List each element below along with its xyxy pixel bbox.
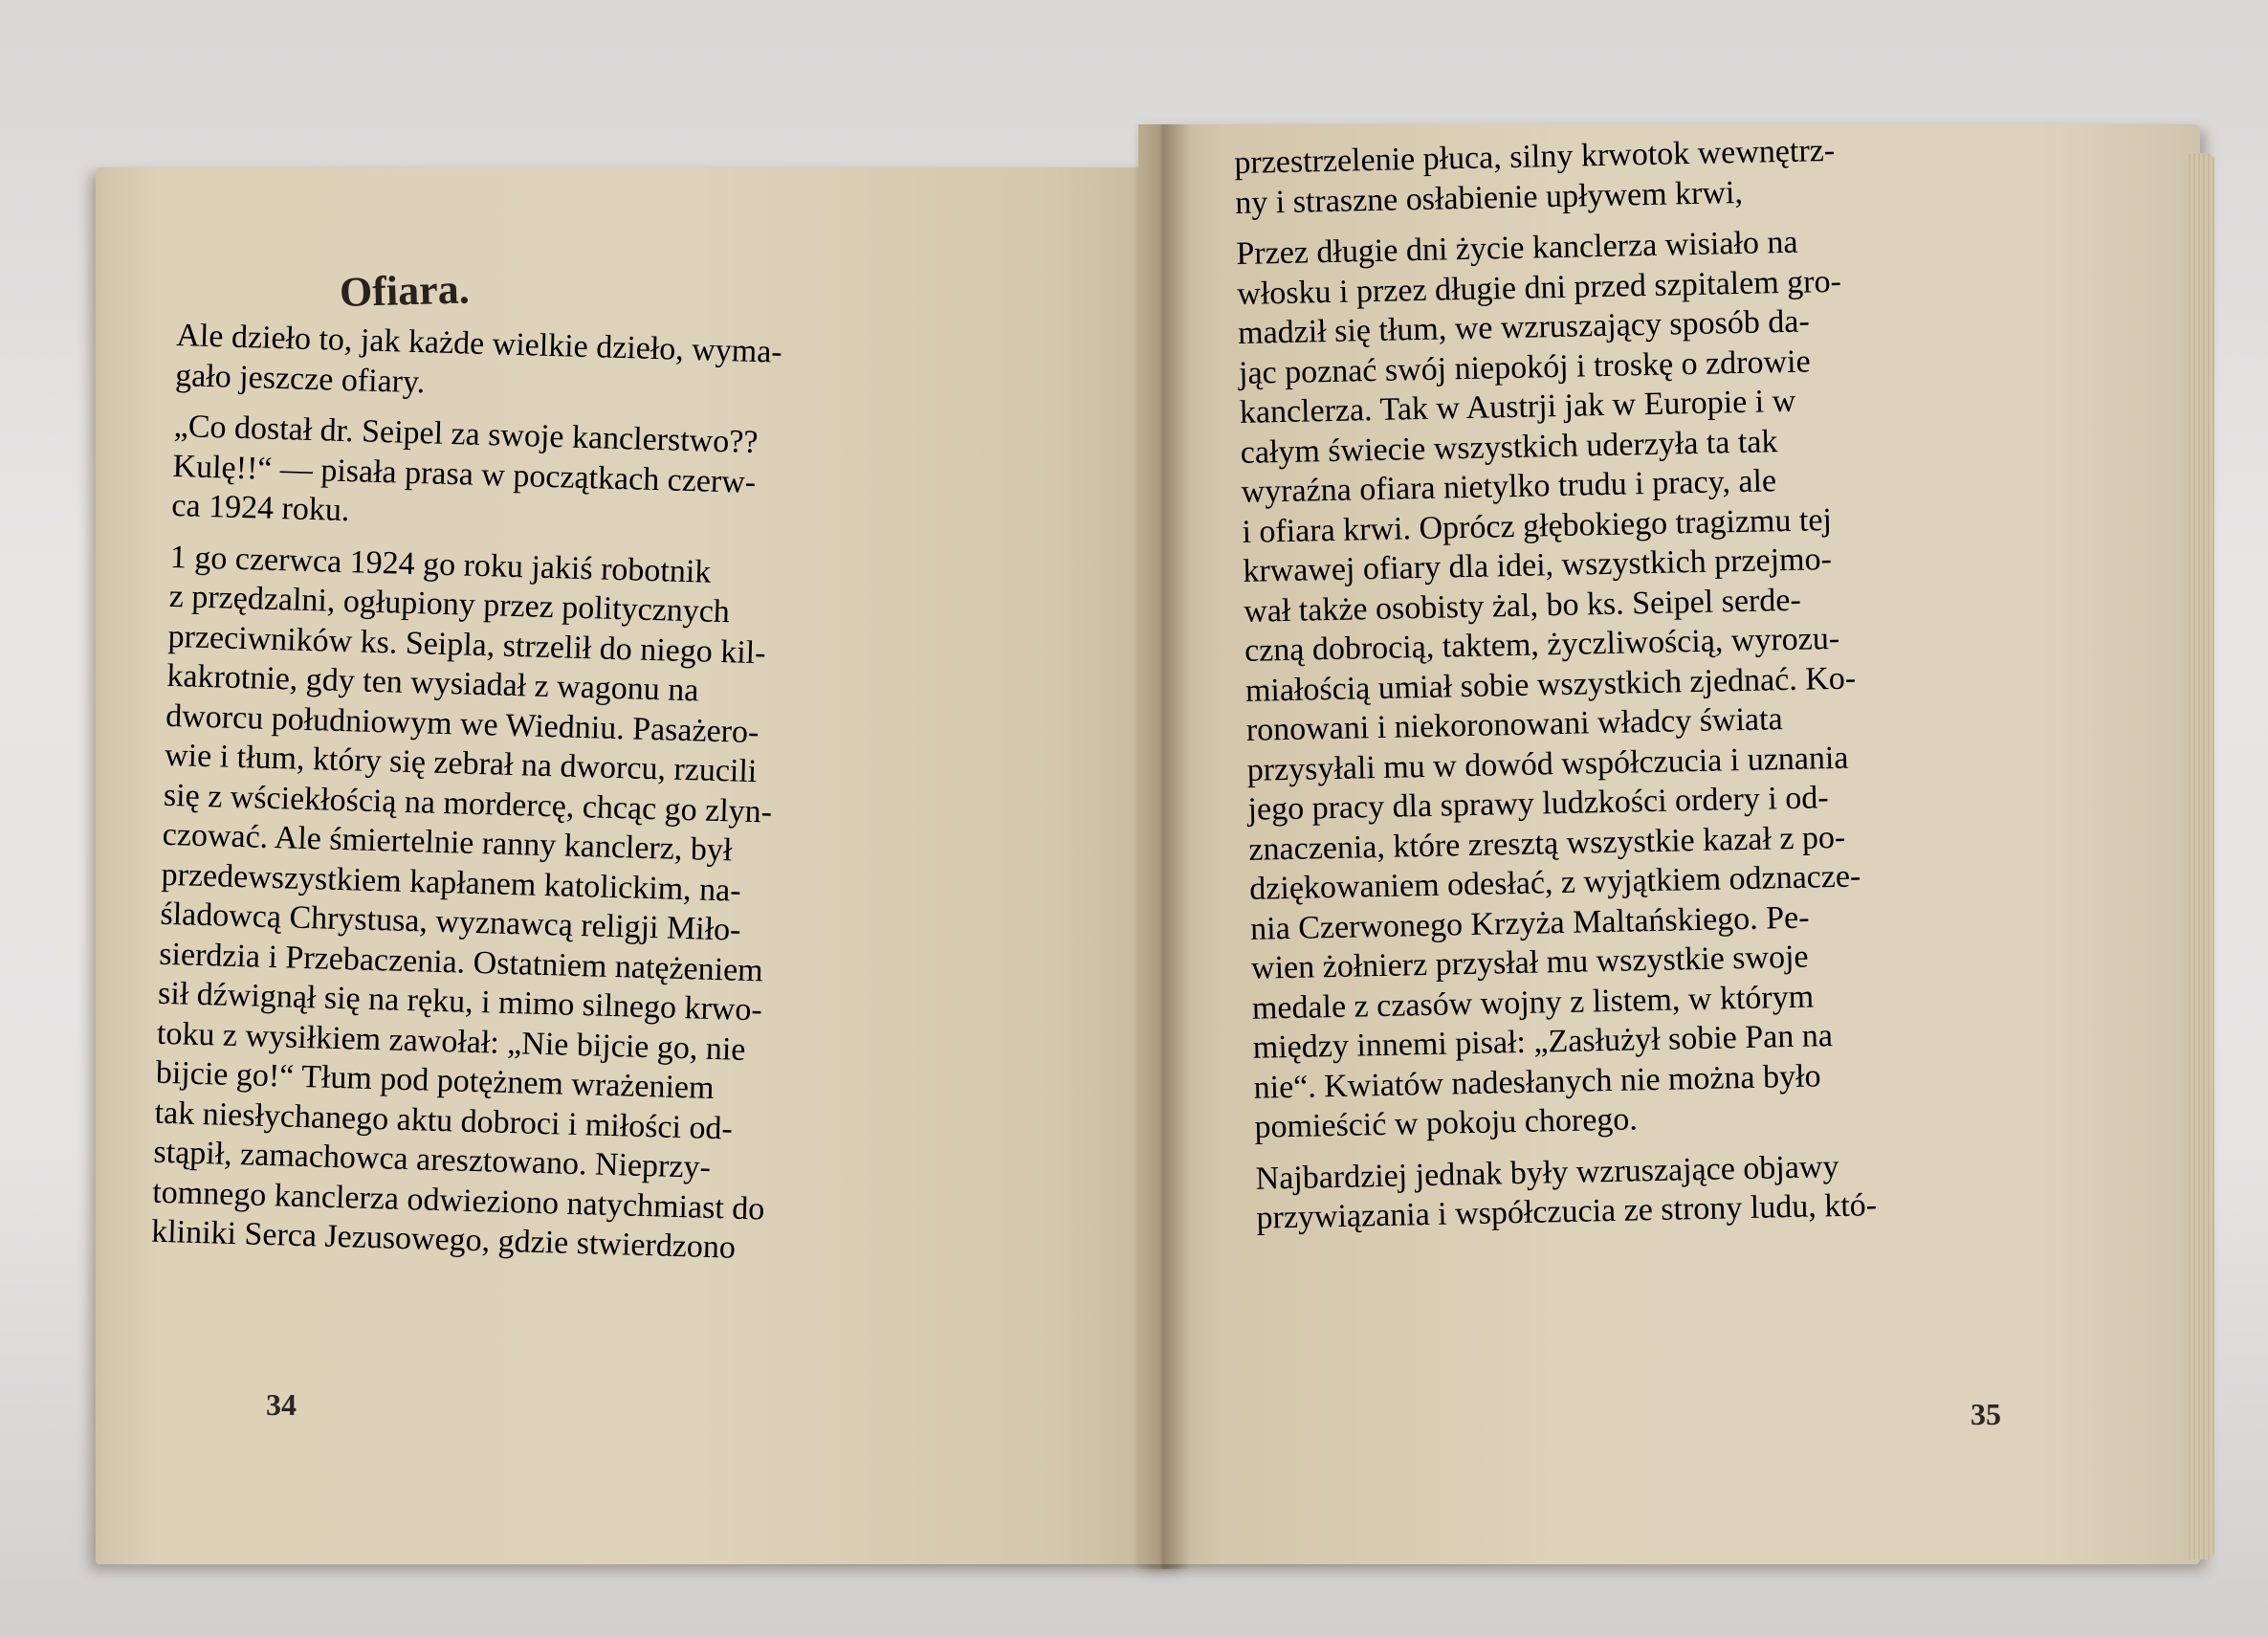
- text-line: nia Czerwonego Krzyża Maltańskiego. Pe-: [1249, 899, 1810, 947]
- text-line: miałością umiał sobie wszystkich zjednać. Ko-: [1244, 660, 1857, 709]
- text-line: sił dźwignął się na ręku, i mimo silnego krwo-: [157, 975, 763, 1029]
- text-line: toku z wysiłkiem zawołał: „Nie bijcie go, nie: [156, 1015, 746, 1068]
- chapter-heading: Ofiara.: [339, 265, 471, 316]
- text-line: wien żołnierz przysłał mu wszystkie swoje: [1250, 939, 1809, 986]
- text-line: stąpił, zamachowca aresztowano. Nieprzy-: [153, 1134, 712, 1185]
- text-line: całym świecie wszystkich uderzyła ta tak: [1240, 423, 1778, 471]
- text-line: z przędzalni, ogłupiony przez politycznych: [168, 578, 731, 630]
- text-line: przeciwników ks. Seipla, strzelił do niego kil-: [167, 618, 767, 671]
- text-line: czować. Ale śmiertelnie ranny kanclerz, był: [162, 816, 733, 869]
- text-line: krwawej ofiary dla idei, wszystkich przejmo-: [1242, 542, 1833, 589]
- text-line: tomnego kanclerza odwieziono natychmiast do: [151, 1174, 765, 1228]
- text-line: Kulę!!“ — pisała prasa w początkach czerw-: [172, 448, 757, 500]
- text-line: kliniki Serca Jezusowego, gdzie stwierdzono: [150, 1213, 737, 1266]
- text-line: jego pracy dla sprawy ludzkości ordery i od-: [1247, 780, 1829, 828]
- text-line: przysyłali mu w dowód współczucia i uznania: [1246, 740, 1849, 788]
- text-line: nie“. Kwiatów nadesłanych nie można było: [1253, 1057, 1821, 1106]
- text-line: Najbardziej jednak były wzruszające objawy: [1255, 1148, 1839, 1197]
- text-line: się z wściekłością na mordercę, chcąc go zlyn-: [163, 777, 773, 830]
- text-line: wał także osobisty żal, bo ks. Seipel serde-: [1243, 582, 1802, 630]
- page-number-right: 35: [1971, 1397, 2001, 1431]
- text-line: znaczenia, które zresztą wszystkie kazał z po-: [1248, 819, 1846, 868]
- text-line: dworcu południowym we Wiedniu. Pasażero-: [165, 697, 760, 750]
- text-line: przywiązania i współczucia ze strony ludu, któ-: [1256, 1187, 1878, 1236]
- text-line: i ofiara krwi. Oprócz głębokiego tragizmu tej: [1242, 501, 1833, 550]
- left-page-text: [150, 316, 1037, 1287]
- text-line: gało jeszcze ofiary.: [174, 357, 426, 400]
- text-line: włosku i przez długie dni przed szpitalem gro-: [1236, 263, 1842, 312]
- text-line: ronowani i niekoronowani władcy świata: [1245, 701, 1783, 748]
- book-gutter: [1134, 124, 1191, 1569]
- text-line: ny i straszne osłabienie upływem krwi,: [1234, 174, 1744, 221]
- text-line: „Co dostał dr. Seipel za swoje kanclerstwo??: [173, 408, 759, 461]
- text-line: ca 1924 roku.: [170, 487, 350, 529]
- text-line: tak niesłychanego aktu dobroci i miłości od-: [154, 1095, 734, 1147]
- text-line: przedewszystkiem kapłanem katolickim, na-: [161, 856, 742, 909]
- text-line: medale z czasów wojny z listem, w którym: [1251, 979, 1815, 1027]
- text-line: madził się tłum, we wzruszający sposób da-: [1237, 303, 1811, 351]
- paragraph-2: [171, 407, 1035, 550]
- text-line: śladowcą Chrystusa, wyznawcą religji Miło-: [160, 896, 741, 948]
- text-line: przestrzelenie płuca, silny krwotok wewnętrz-: [1234, 132, 1836, 181]
- text-line: jąc poznać swój niepokój i troskę o zdrowie: [1238, 343, 1811, 391]
- text-line: bijcie go!“ Tłum pod potężnem wrażeniem: [155, 1054, 715, 1106]
- paragraph-3: [151, 537, 1032, 1275]
- text-line: między innemi pisał: „Zasłużył sobie Pan na: [1252, 1018, 1834, 1066]
- text-line: Przez długie dni życie kanclerza wisiało na: [1236, 224, 1798, 272]
- page-edges: [2186, 153, 2214, 1560]
- page-number-left: 34: [266, 1387, 297, 1422]
- paragraph-continuation: [1234, 127, 2001, 223]
- text-line: Ale dzieło to, jak każde wielkie dzieło, wyma-: [175, 317, 783, 370]
- text-line: kanclerza. Tak w Austrji jak w Europie i w: [1239, 383, 1796, 431]
- text-line: kakrotnie, gdy ten wysiadał z wagonu na: [165, 657, 699, 709]
- text-line: sierdzia i Przebaczenia. Ostatniem natężeniem: [158, 936, 764, 988]
- right-page-text: [1234, 127, 2022, 1250]
- text-line: pomieścić w pokoju chorego.: [1254, 1101, 1639, 1145]
- text-line: wyraźna ofiara nietylko trudu i pracy, ale: [1241, 463, 1777, 510]
- text-line: czną dobrocią, taktem, życzliwością, wyrozu-: [1244, 620, 1840, 669]
- paragraph-4: [1236, 218, 2020, 1147]
- text-line: 1 go czerwca 1924 go roku jakiś robotnik: [169, 539, 712, 590]
- text-line: dziękowaniem odesłać, z wyjątkiem odznacze-: [1248, 858, 1861, 907]
- paragraph-5: [1255, 1143, 2022, 1239]
- text-line: wie i tłum, który się zebrał na dworcu, rzucili: [164, 737, 758, 790]
